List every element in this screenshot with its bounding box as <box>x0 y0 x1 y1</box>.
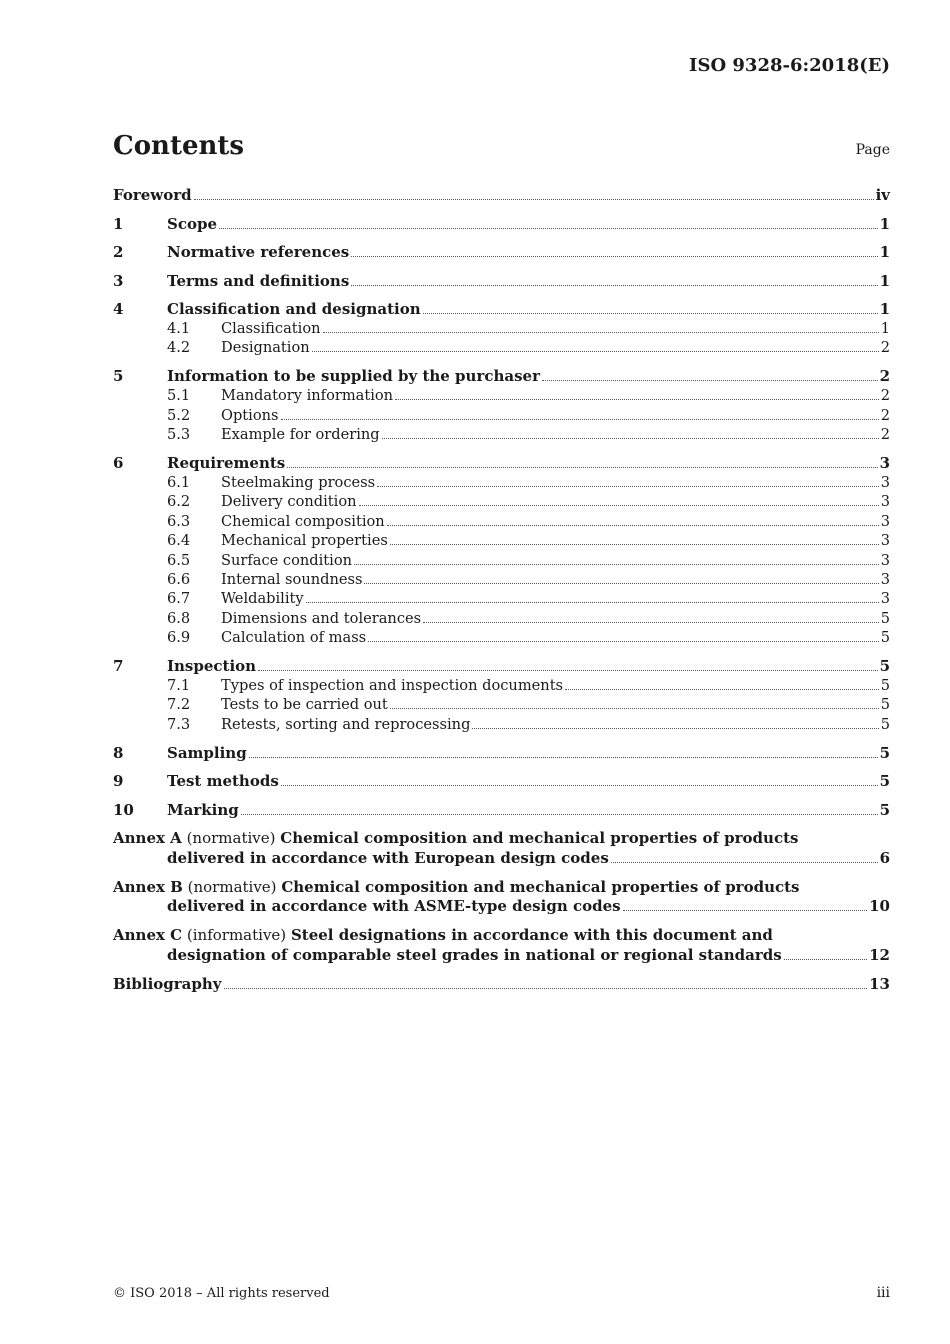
toc-subentry[interactable] <box>113 473 890 492</box>
dot-leader <box>359 505 879 506</box>
toc-entry-page: 13 <box>869 974 890 993</box>
toc-entry-number: 4.2 <box>167 339 191 357</box>
toc-entry[interactable] <box>113 772 890 791</box>
toc-entry-number: 7.2 <box>167 696 191 714</box>
toc-entry-page: 1 <box>879 214 890 233</box>
toc-entry-label: Foreword <box>113 186 192 204</box>
annex-title-line1: Chemical composition and mechanical properties of products <box>281 877 800 896</box>
document-id: ISO 9328-6:2018(E) <box>689 55 890 76</box>
toc-entry-page: 1 <box>879 300 890 318</box>
toc-subentry[interactable] <box>113 512 890 531</box>
toc-entry-label: Internal soundness <box>221 570 363 588</box>
toc-entry-number: 6.8 <box>167 609 191 627</box>
toc-entry-page: 5 <box>879 656 890 675</box>
toc-entry[interactable] <box>113 272 890 291</box>
annex-title-line1: Chemical composition and mechanical properties of products <box>280 829 799 848</box>
toc-subentry[interactable] <box>113 492 890 511</box>
toc-subentry[interactable] <box>113 715 890 734</box>
dot-leader <box>249 757 878 758</box>
toc-entry-label: Bibliography <box>113 974 222 993</box>
toc-entry-page: 2 <box>879 367 890 386</box>
annex-name: Annex B <box>113 877 183 896</box>
toc-subentry[interactable] <box>113 676 890 695</box>
toc-entry-page: 2 <box>880 406 890 424</box>
toc-entry-bibliography[interactable] <box>113 975 890 994</box>
toc-entry[interactable] <box>113 801 890 820</box>
toc-entry-page: 1 <box>880 320 890 337</box>
toc-entry-number: 7.3 <box>167 715 191 733</box>
dot-leader <box>784 959 867 960</box>
toc-entry-number: 2 <box>113 243 124 261</box>
annex-title-line2: delivered in accordance with European design codes <box>167 848 609 867</box>
dot-leader <box>423 313 878 314</box>
toc-entry-page: 2 <box>880 387 890 405</box>
toc-entry-page: 12 <box>869 945 890 964</box>
dot-leader <box>395 399 879 400</box>
dot-leader <box>219 228 878 229</box>
annex-kind: (normative) <box>186 829 276 848</box>
toc-entry-page: 10 <box>869 897 890 916</box>
toc-entry-number: 9 <box>113 772 124 791</box>
toc-entry-number: 6.2 <box>167 493 191 511</box>
toc-entry-number: 6.6 <box>167 570 191 588</box>
toc-entry-page: iv <box>875 186 890 204</box>
dot-leader <box>542 380 878 381</box>
toc-entry-label: Delivery condition <box>221 493 357 511</box>
toc-entry-number: 5.2 <box>167 406 191 424</box>
dot-leader <box>281 785 878 786</box>
toc-entry-page: 5 <box>880 609 890 627</box>
toc-entry-number: 4 <box>113 300 124 318</box>
annex-title-line2: designation of comparable steel grades in national or regional standards <box>167 945 782 964</box>
toc-subentry[interactable] <box>113 628 890 647</box>
toc-entry-page: 1 <box>879 243 890 261</box>
dot-leader <box>565 689 879 690</box>
toc-entry-label: Test methods <box>167 772 279 791</box>
toc-entry-label: Retests, sorting and reprocessing <box>221 715 471 733</box>
page-number: iii <box>876 1285 890 1301</box>
toc-entry-label: Classification and designation <box>167 300 421 318</box>
toc-entry-page: 3 <box>880 551 890 569</box>
dot-leader <box>258 670 877 671</box>
dot-leader <box>194 199 874 200</box>
dot-leader <box>224 988 868 989</box>
toc-entry-page: 5 <box>880 676 890 694</box>
toc-entry-page: 5 <box>879 800 890 819</box>
toc-entry-page: 2 <box>880 426 890 444</box>
toc-entry-number: 5.3 <box>167 426 191 444</box>
toc-subentry[interactable] <box>113 531 890 550</box>
toc-subentry[interactable] <box>113 319 890 338</box>
toc-entry-label: Chemical composition <box>221 512 385 530</box>
annex-kind: (normative) <box>187 877 277 896</box>
toc-entry-number: 6 <box>113 453 124 472</box>
toc-entry-label: Scope <box>167 214 218 233</box>
toc-entry-number: 1 <box>113 214 124 233</box>
table-of-contents <box>113 186 890 994</box>
annex-kind: (informative) <box>186 926 287 945</box>
dot-leader <box>390 544 879 545</box>
toc-entry-number: 5 <box>113 367 124 386</box>
toc-subentry[interactable] <box>113 406 890 425</box>
toc-entry-page: 5 <box>880 715 890 733</box>
toc-entry-page: 5 <box>879 772 890 791</box>
page-column-label: Page <box>855 142 890 158</box>
toc-entry-label: Types of inspection and inspection documents <box>221 676 564 694</box>
toc-entry-label: Mechanical properties <box>221 532 388 550</box>
toc-entry-number: 6.4 <box>167 532 191 550</box>
toc-entry-label: Calculation of mass <box>221 629 367 647</box>
toc-subentry[interactable] <box>113 609 890 628</box>
dot-leader <box>354 564 879 565</box>
toc-entry-number: 7.1 <box>167 676 191 694</box>
dot-leader <box>623 910 868 911</box>
toc-entry-label: Mandatory information <box>221 387 394 405</box>
toc-entry-label: Inspection <box>167 656 257 675</box>
toc-entry-page: 3 <box>880 532 890 550</box>
toc-entry-label: Tests to be carried out <box>221 696 388 714</box>
toc-entry-label: Designation <box>221 339 310 357</box>
toc-entry-label: Normative references <box>167 243 350 261</box>
toc-subentry[interactable] <box>113 425 890 444</box>
toc-entry[interactable] <box>113 744 890 763</box>
toc-entry[interactable] <box>113 657 890 676</box>
toc-entry[interactable] <box>113 367 890 386</box>
toc-entry[interactable] <box>113 454 890 473</box>
dot-leader <box>306 602 879 603</box>
toc-entry-number: 6.7 <box>167 590 191 608</box>
dot-leader <box>312 351 879 352</box>
copyright-notice: © ISO 2018 – All rights reserved <box>113 1286 330 1301</box>
toc-entry-page: 1 <box>879 271 890 290</box>
toc-entry-number: 3 <box>113 271 124 290</box>
toc-entry-number: 8 <box>113 743 124 762</box>
dot-leader <box>351 256 877 257</box>
dot-leader <box>287 467 877 468</box>
toc-entry-number: 7 <box>113 656 124 675</box>
dot-leader <box>387 525 879 526</box>
dot-leader <box>390 708 879 709</box>
dot-leader <box>611 862 878 863</box>
toc-annex-entry[interactable] <box>113 878 890 917</box>
dot-leader <box>472 728 878 729</box>
toc-entry-label: Options <box>221 406 279 424</box>
toc-entry-label: Weldability <box>221 590 304 608</box>
toc-entry-page: 3 <box>880 493 890 511</box>
dot-leader <box>323 332 879 333</box>
dot-leader <box>364 583 878 584</box>
toc-entry-page: 3 <box>880 473 890 491</box>
toc-subentry[interactable] <box>113 551 890 570</box>
toc-entry-label: Terms and definitions <box>167 271 350 290</box>
toc-entry-page: 5 <box>880 629 890 647</box>
toc-entry-label: Dimensions and tolerances <box>221 609 422 627</box>
annex-title-line1: Steel designations in accordance with this document and <box>290 926 773 945</box>
toc-entry-page: 5 <box>880 696 890 714</box>
toc-entry[interactable] <box>113 186 890 205</box>
toc-entry[interactable] <box>113 215 890 234</box>
toc-subentry[interactable] <box>113 695 890 714</box>
toc-subentry[interactable] <box>113 570 890 589</box>
dot-leader <box>377 486 879 487</box>
annex-title-line2: delivered in accordance with ASME-type design codes <box>167 897 621 916</box>
dot-leader <box>241 814 878 815</box>
dot-leader <box>382 438 879 439</box>
toc-entry[interactable] <box>113 243 890 262</box>
dot-leader <box>351 285 877 286</box>
toc-subentry[interactable] <box>113 338 890 357</box>
toc-entry-number: 6.3 <box>167 512 191 530</box>
toc-entry-page: 3 <box>879 453 890 472</box>
toc-entry-page: 3 <box>880 570 890 588</box>
toc-entry-label: Classification <box>221 320 321 337</box>
toc-entry-label: Information to be supplied by the purchaser <box>167 367 540 386</box>
contents-title: Contents <box>113 131 245 161</box>
contents-header <box>113 131 890 161</box>
toc-entry-number: 5.1 <box>167 387 191 405</box>
toc-subentry[interactable] <box>113 589 890 608</box>
toc-annex-entry[interactable] <box>113 926 890 965</box>
toc-entry-label: Example for ordering <box>221 426 380 444</box>
toc-entry-page: 5 <box>879 743 890 762</box>
toc-entry[interactable] <box>113 300 890 319</box>
toc-entry-number: 6.9 <box>167 629 191 647</box>
toc-subentry[interactable] <box>113 386 890 405</box>
toc-entry-number: 6.1 <box>167 473 191 491</box>
dot-leader <box>368 641 879 642</box>
annex-name: Annex C <box>113 926 183 945</box>
toc-entry-label: Steelmaking process <box>221 473 376 491</box>
toc-entry-label: Surface condition <box>221 551 353 569</box>
toc-entry-page: 2 <box>880 339 890 357</box>
toc-entry-label: Marking <box>167 800 239 819</box>
toc-entry-page: 3 <box>880 590 890 608</box>
toc-entry-label: Sampling <box>167 743 247 762</box>
toc-entry-number: 6.5 <box>167 551 191 569</box>
toc-entry-page: 6 <box>879 848 890 867</box>
toc-annex-entry[interactable] <box>113 829 890 868</box>
annex-name: Annex A <box>113 829 182 848</box>
dot-leader <box>423 622 879 623</box>
dot-leader <box>281 419 879 420</box>
toc-entry-page: 3 <box>880 512 890 530</box>
toc-entry-number: 4.1 <box>167 320 191 337</box>
toc-entry-label: Requirements <box>167 453 286 472</box>
toc-entry-number: 10 <box>113 800 134 819</box>
